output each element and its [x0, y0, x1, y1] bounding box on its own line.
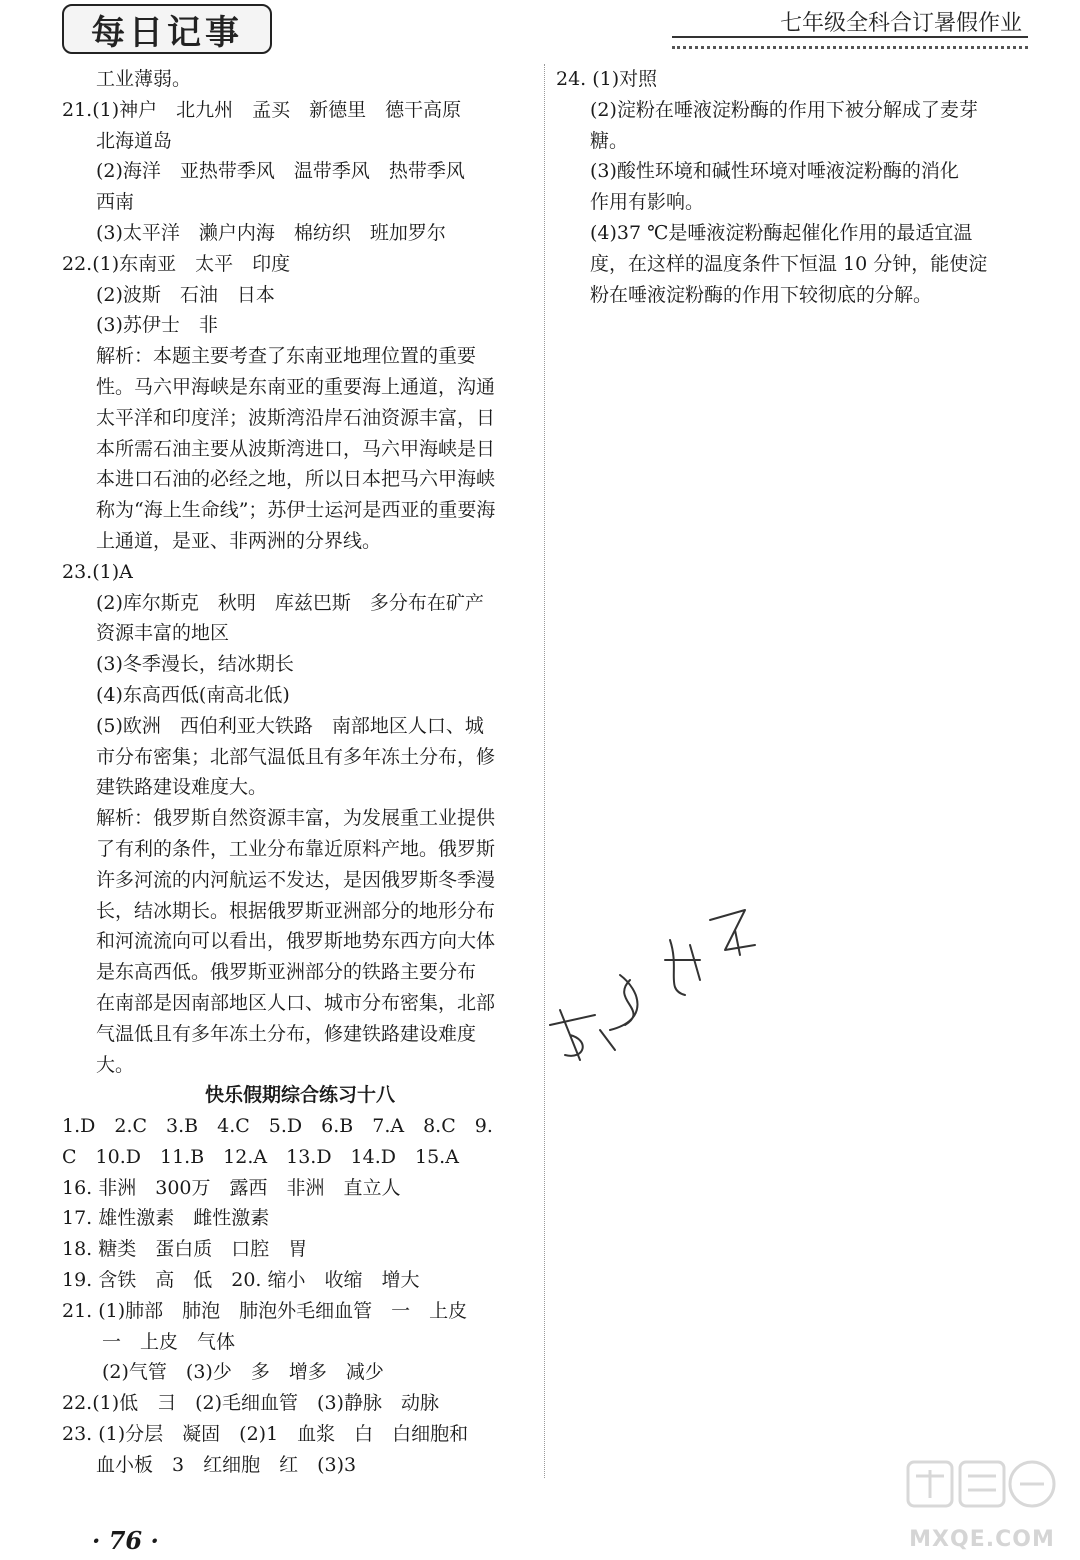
column-divider — [544, 64, 545, 1478]
text-line: 市分布密集；北部气温低且有多年冻土分布，修 — [96, 745, 496, 768]
text-line: 在南部是因南部地区人口、城市分布密集，北部 — [96, 991, 496, 1014]
text-line: 北海道岛 — [96, 129, 173, 152]
text-line: 大。 — [96, 1053, 135, 1076]
text-line: (3)太平洋 濑户内海 棉纺织 班加罗尔 — [96, 221, 446, 244]
text-line: 18. 糖类 蛋白质 口腔 胃 — [62, 1238, 308, 1261]
text-line: 23. (1)分层 凝固 (2)1 血浆 白 白细胞和 — [62, 1423, 469, 1446]
text-line: (2)淀粉在唾液淀粉酶的作用下被分解成了麦芽 — [590, 98, 978, 121]
text-line: 1.D 2.C 3.B 4.C 5.D 6.B 7.A 8.C 9. — [62, 1115, 493, 1138]
left-column — [62, 64, 538, 1481]
text-line: C 10.D 11.B 12.A 13.D 14.D 15.A — [62, 1145, 459, 1168]
text-line: 和河流流向可以看出，俄罗斯地势东西方向大体 — [96, 930, 496, 953]
text-line: 气温低且有多年冻土分布，修建铁路建设难度 — [96, 1022, 477, 1045]
text-line: 21.(1)神户 北九州 孟买 新德里 德干高原 — [62, 98, 462, 121]
text-line: (4)37 ℃是唾液淀粉酶起催化作用的最适宜温 — [590, 221, 973, 244]
section-title: 快乐假期综合练习十八 — [204, 1084, 395, 1107]
header-title: 七年级全科合订暑假作业 — [779, 11, 1022, 36]
text-line: 太平洋和印度洋；波斯湾沿岸石油资源丰富，日 — [96, 406, 496, 429]
right-column — [556, 64, 1030, 310]
text-line: 了有利的条件，工业分布靠近原料产地。俄罗斯 — [96, 837, 496, 860]
text-line: 粉在唾液淀粉酶的作用下较彻底的分解。 — [590, 283, 933, 306]
page-number: · 76 · — [92, 1526, 159, 1555]
text-line: (2)波斯 石油 日本 — [96, 283, 275, 306]
text-line: 工业薄弱。 — [96, 68, 192, 90]
text-line: 17. 雄性激素 雌性激素 — [62, 1207, 270, 1230]
text-line: 上通道，是亚、非两洲的分界线。 — [96, 529, 382, 552]
text-line: 本进口石油的必经之地，所以日本把马六甲海峡 — [96, 468, 496, 491]
text-line: 血小板 3 红细胞 红 (3)3 — [96, 1453, 357, 1476]
text-line: (2)海洋 亚热带季风 温带季风 热带季风 — [96, 160, 465, 183]
header-dotted-rule — [672, 46, 1028, 49]
text-line: 作用有影响。 — [590, 191, 705, 214]
text-line: 19. 含铁 高 低 20. 缩小 收缩 增大 — [62, 1269, 420, 1292]
text-line: 22.(1)低 彐 (2)毛细血管 (3)静脉 动脉 — [62, 1392, 439, 1415]
text-line: (3)苏伊士 非 — [96, 314, 218, 337]
text-line: 称为“海上生命线”；苏伊士运河是西亚的重要海 — [96, 499, 496, 522]
text-line: 性。马六甲海峡是东南亚的重要海上通道，沟通 — [96, 375, 496, 398]
text-line: 23.(1)A — [62, 560, 133, 583]
header-brand-badge: 每日记事 — [62, 4, 272, 54]
header-rule — [672, 36, 1028, 38]
text-line: 21. (1)肺部 肺泡 肺泡外毛细血管 一 上皮 — [62, 1299, 468, 1322]
handwritten-signature — [540, 900, 770, 1070]
text-line: 资源丰富的地区 — [96, 622, 230, 645]
text-line: 本所需石油主要从波斯湾进口，马六甲海峡是日 — [96, 437, 496, 460]
text-line: 16. 非洲 300万 露西 非洲 直立人 — [62, 1176, 401, 1199]
text-line: 建铁路建设难度大。 — [96, 776, 268, 799]
text-line: 一 上皮 气体 — [102, 1330, 236, 1353]
text-line: (4)东高西低(南高北低) — [96, 683, 290, 706]
watermark-logo — [902, 1452, 1062, 1552]
text-line: 许多河流的内河航运不发达，是因俄罗斯冬季漫 — [96, 868, 496, 891]
text-line: 长，结冰期长。根据俄罗斯亚洲部分的地形分布 — [96, 899, 496, 922]
text-line: 解析：俄罗斯自然资源丰富，为发展重工业提供 — [96, 807, 496, 830]
text-line: 度，在这样的温度条件下恒温 10 分钟，能使淀 — [590, 252, 988, 275]
text-line: 24. (1)对照 — [556, 68, 658, 90]
text-line: 22.(1)东南亚 太平 印度 — [62, 252, 291, 275]
text-line: (2)气管 (3)少 多 增多 减少 — [102, 1361, 384, 1384]
text-line: (2)库尔斯克 秋明 库兹巴斯 多分布在矿产 — [96, 591, 484, 614]
text-line: 是东高西低。俄罗斯亚洲部分的铁路主要分布 — [96, 961, 477, 984]
text-line: 西南 — [96, 191, 135, 214]
text-line: 解析：本题主要考查了东南亚地理位置的重要 — [96, 345, 477, 368]
text-line: (5)欧洲 西伯利亚大铁路 南部地区人口、城 — [96, 714, 484, 737]
text-line: (3)冬季漫长，结冰期长 — [96, 653, 294, 676]
text-line: 糖。 — [590, 129, 629, 152]
text-line: (3)酸性环境和碱性环境对唾液淀粉酶的消化 — [590, 160, 959, 183]
watermark-text: MXQE.COM — [909, 1527, 1055, 1552]
